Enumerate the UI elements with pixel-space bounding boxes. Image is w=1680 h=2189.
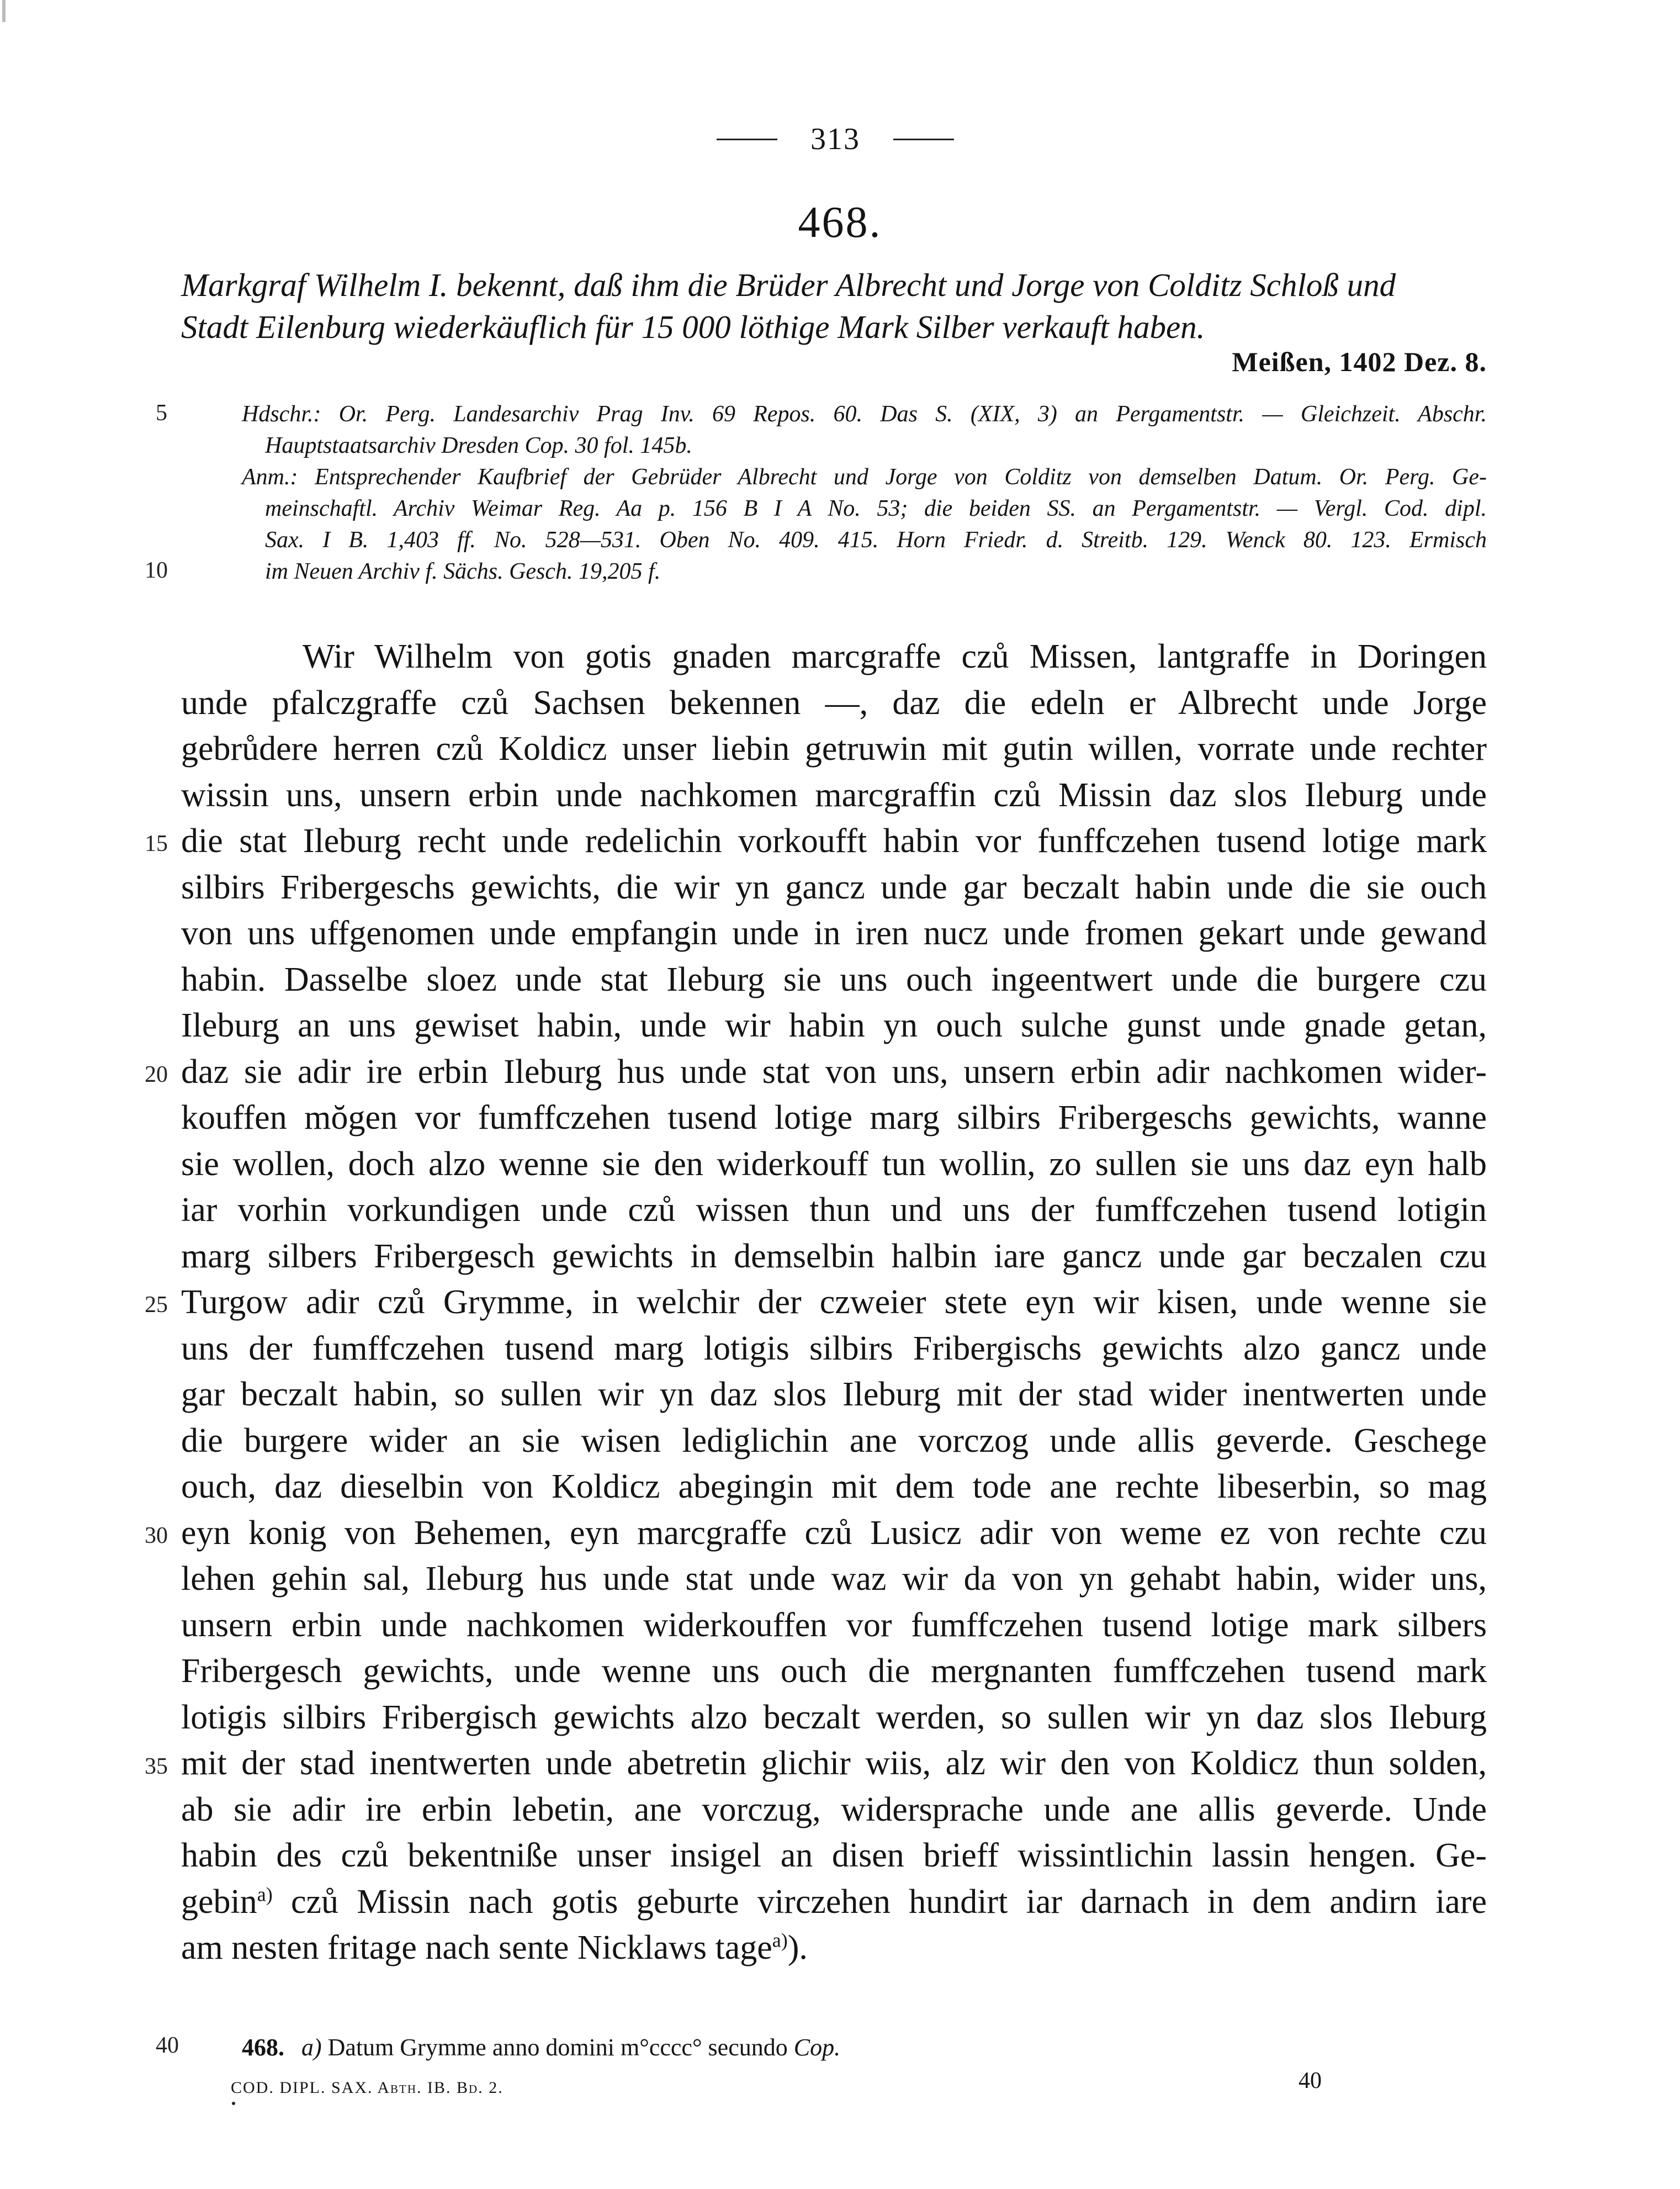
text-segment: gebin bbox=[181, 1883, 257, 1921]
text-line: eyn konig von Behemen, eyn marcgraffe czů Lusicz adir von weme ez von rechte czu bbox=[181, 1514, 1487, 1552]
text-segment: am nesten fritage nach sente Nicklaws tage bbox=[181, 1929, 772, 1966]
line-number: 25 bbox=[145, 1292, 168, 1318]
text-line bbox=[181, 1879, 1487, 1926]
text-line: unde pfalczgraffe czů Sachsen bekennen —, daz die edeln er Albrecht unde Jorge bbox=[181, 684, 1487, 722]
text-line: die burgere wider an sie wisen lediglichin ane vorczog unde allis geverde. Geschege bbox=[181, 1421, 1487, 1460]
line-number: 15 bbox=[145, 831, 168, 856]
line-number: 20 bbox=[145, 1062, 168, 1087]
text-line: ab sie adir ire erbin lebetin, ane vorczug, widersprache unde ane allis geverde. Unde bbox=[181, 1790, 1487, 1828]
text-line: mit der stad inentwerten unde abetretin glichir wiis, alz wir den von Koldicz thun solden, bbox=[181, 1744, 1487, 1782]
page-header bbox=[678, 121, 993, 157]
text-line: lehen gehin sal, Ileburg hus unde stat unde waz wir da von yn gehabt habin, wider uns, bbox=[181, 1560, 1487, 1598]
text-line: Turgow adir czů Grymme, in welchir der czweier stete eyn wir kisen, unde wenne sie bbox=[181, 1283, 1487, 1321]
text-line: habin des czů bekentniße unser insigel an disen brieff wissintlichin lassin hengen. Ge- bbox=[181, 1837, 1487, 1874]
text-line: sie wollen, doch alzo wenne sie den widerkouff tun wollin, zo sullen sie uns daz eyn halb bbox=[181, 1145, 1487, 1183]
text-line: lotigis silbirs Fribergisch gewichts alzo beczalt werden, so sullen wir yn daz slos Ileburg bbox=[181, 1698, 1487, 1736]
line-number: 40 bbox=[156, 2033, 179, 2058]
line-number: 10 bbox=[145, 558, 168, 583]
text-segment: czů Missin nach gotis geburte virczehen hundirt iar darnach in dem andirn iare bbox=[272, 1883, 1487, 1921]
page-number: 313 bbox=[810, 122, 860, 156]
text-line: gebrůdere herren czů Koldicz unser liebin getruwin mit gutin willen, vorrate unde rechter bbox=[181, 730, 1487, 768]
text-line: Fribergesch gewichts, unde wenne uns ouch die mergnanten fumffczehen tusend mark bbox=[181, 1652, 1487, 1690]
footnote-ref: a) bbox=[772, 1929, 788, 1952]
apparatus-line: Anm.: Entsprechender Kaufbrief der Gebrüder Albrecht und Jorge von Colditz von demselben Datum. Or. Perg. Ge- bbox=[242, 464, 1487, 490]
scan-edge-mark bbox=[2, 0, 6, 22]
regest-line: Markgraf Wilhelm I. bekennt, daß ihm die Brüder Albrecht und Jorge von Colditz Schloß und bbox=[181, 267, 1396, 303]
text-line: habin. Dasselbe sloez unde stat Ileburg sie uns ouch ingeentwert unde die burgere czu bbox=[181, 960, 1487, 998]
header-rule-right bbox=[893, 139, 954, 140]
footnote-number: 468. bbox=[242, 2034, 284, 2061]
charter-text bbox=[181, 634, 1487, 1971]
date-place: Meißen, 1402 Dez. 8. bbox=[1232, 346, 1487, 377]
text-line: uns der fumffczehen tusend marg lotigis silbirs Fribergischs gewichts alzo gancz unde bbox=[181, 1329, 1487, 1367]
line-number: 35 bbox=[145, 1754, 168, 1779]
text-line: Ileburg an uns gewiset habin, unde wir habin yn ouch sulche gunst unde gnade getan, bbox=[181, 1007, 1487, 1044]
critical-apparatus bbox=[242, 399, 1487, 588]
text-line: silbirs Fribergeschs gewichts, die wir yn gancz unde gar beczalt habin unde die sie ouch bbox=[181, 868, 1487, 906]
text-line: unsern erbin unde nachkomen widerkouffen vor fumffczehen tusend lotige mark silbers bbox=[181, 1606, 1487, 1644]
text-line: marg silbers Fribergesch gewichts in demselbin halbin iare gancz unde gar beczalen czu bbox=[181, 1237, 1487, 1275]
text-line: die stat Ileburg recht unde redelichin vorkoufft habin vor funffczehen tusend lotige mark bbox=[181, 822, 1487, 860]
header-rule-left bbox=[717, 139, 777, 140]
footnote-text: Datum Grymme anno domini m°cccc° secundo bbox=[327, 2034, 788, 2061]
text-line: ouch, daz dieselbin von Koldicz abegingin mit dem tode ane rechte libeserbin, so mag bbox=[181, 1468, 1487, 1505]
regest bbox=[181, 264, 1487, 348]
regest-line: Stadt Eilenburg wiederkäuflich für 15 000 löthige Mark Silber verkauft haben. bbox=[181, 309, 1205, 345]
footnote-source: Cop. bbox=[793, 2034, 841, 2061]
text-segment: ). bbox=[787, 1929, 808, 1966]
footnote bbox=[242, 2033, 1346, 2061]
print-dot bbox=[232, 2102, 235, 2105]
footnote-ref: a) bbox=[257, 1883, 273, 1905]
text-line: gar beczalt habin, so sullen wir yn daz slos Ileburg mit der stad wider inentwerten unde bbox=[181, 1376, 1487, 1413]
footnote-mark: a) bbox=[301, 2034, 322, 2061]
text-line bbox=[181, 1925, 1487, 1971]
sheet-number: 40 bbox=[1299, 2068, 1322, 2093]
line-number: 5 bbox=[156, 400, 167, 426]
signature-line: COD. DIPL. SAX. Abth. IB. Bd. 2. bbox=[231, 2079, 504, 2097]
text-line: iar vorhin vorkundigen unde czů wissen thun und uns der fumffczehen tusend lotigin bbox=[181, 1191, 1487, 1229]
apparatus-line: Hauptstaatsarchiv Dresden Cop. 30 fol. 145b. bbox=[265, 433, 692, 458]
text-line: daz sie adir ire erbin Ileburg hus unde stat von uns, unsern erbin adir nachkomen wider- bbox=[181, 1053, 1487, 1091]
apparatus-line: meinschaftl. Archiv Weimar Reg. Aa p. 156 B I A No. 53; die beiden SS. an Pergamentstr. — Vergl. Cod. dipl. bbox=[265, 496, 1487, 521]
line-number: 30 bbox=[145, 1523, 168, 1548]
apparatus-line: im Neuen Archiv f. Sächs. Gesch. 19,205 f. bbox=[265, 559, 661, 584]
document-number: 468. bbox=[798, 198, 882, 247]
text-line: kouffen mŏgen vor fumffczehen tusend lotige marg silbirs Fribergeschs gewichts, wanne bbox=[181, 1099, 1487, 1136]
apparatus-line: Hdschr.: Or. Perg. Landesarchiv Prag Inv. 69 Repos. 60. Das S. (XIX, 3) an Pergamentstr. — Gleichzeit. Abschr. bbox=[242, 401, 1487, 427]
text-line: Wir Wilhelm von gotis gnaden marcgraffe czů Missen, lantgraffe in Doringen bbox=[303, 638, 1487, 675]
text-line: wissin uns, unsern erbin unde nachkomen marcgraffin czů Missin daz slos Ileburg unde bbox=[181, 776, 1487, 814]
text-line: von uns uffgenomen unde empfangin unde in iren nucz unde fromen gekart unde gewand bbox=[181, 914, 1487, 952]
apparatus-line: Sax. I B. 1,403 ff. No. 528—531. Oben No. 409. 415. Horn Friedr. d. Streitb. 129. Wenck 80. 123. Ermisch bbox=[265, 527, 1487, 553]
